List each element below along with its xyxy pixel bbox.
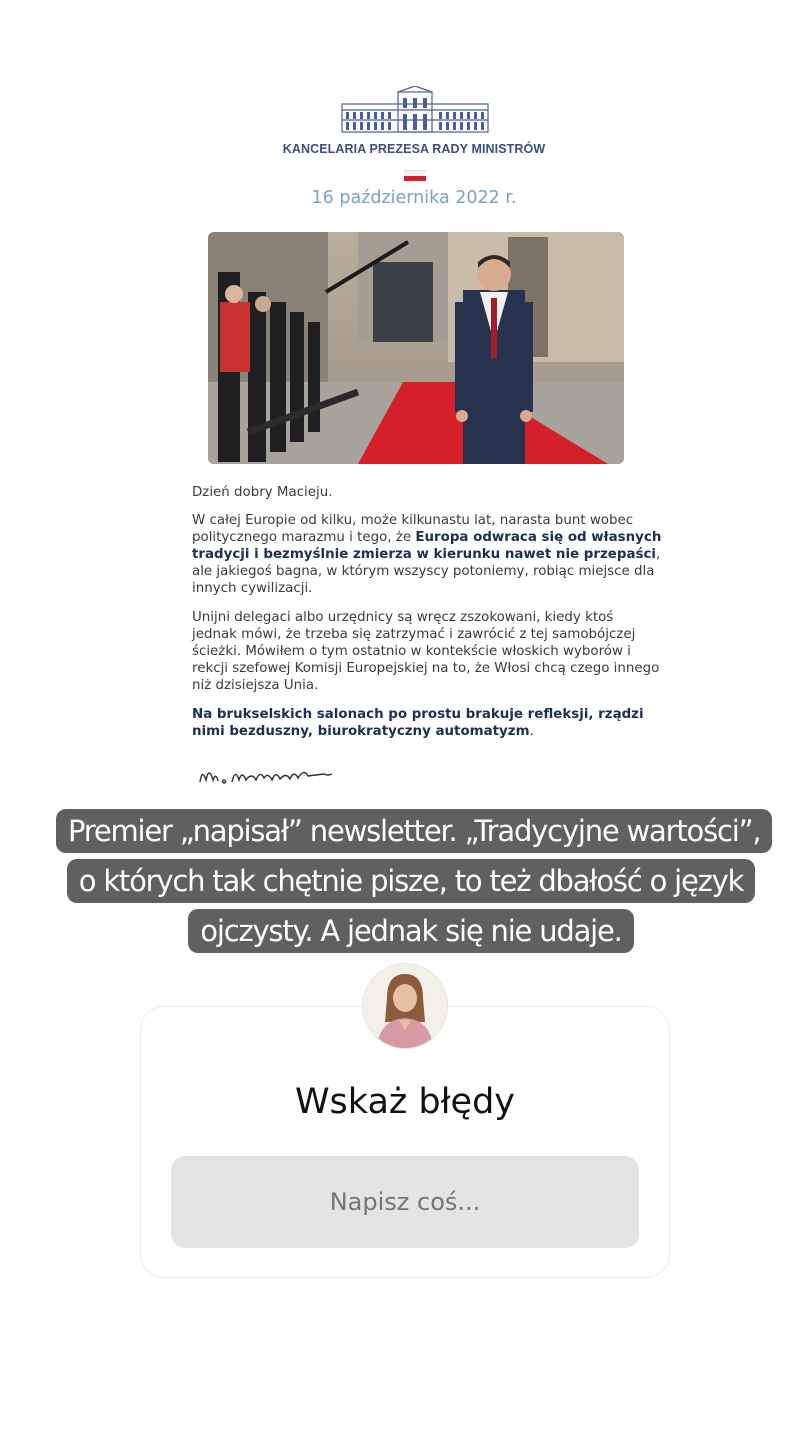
newsletter-photo: [208, 232, 624, 464]
question-text: Wskaż błędy: [294, 1082, 516, 1122]
newsletter-date: 16 października 2022 r.: [311, 188, 517, 208]
red-carpet-photo: [208, 232, 624, 464]
newsletter-body: [192, 484, 662, 752]
paragraph-1-bold: Europa odwraca się od własnych tradycji i bezmyślnie zmierza w kierunku nawet nie przepaści: [192, 530, 662, 562]
avatar: [362, 963, 448, 1049]
paragraph-2: Unijni delegaci albo urzędnicy są wręcz zszokowani, kiedy ktoś jednak mówi, że trzeba się zatrzymać i zawrócić z tej samobójczej ścieżki. Mówiłem o tym ostatnio w kontekście włoskich wyborów i rekcji szefowej Komisji Europejskiej na to, że Włosi chcą czego innego niż dzisiejsza Unia.: [192, 610, 660, 693]
paragraph-1: W całej Europie od kilku, może kilkunastu lat, narasta bunt wobec politycznego marazmu i tego, że Europa odwraca się od własnych tradycji i bezmyślnie zmierza w kierunku nawet nie przepaści, ale jakiegoś bagna, w którym wszyscy potoniemy, robiąc miejsce dla innych cywilizacji.: [192, 513, 662, 596]
answer-input[interactable]: [171, 1156, 639, 1248]
story-caption: Premier „napisał” newsletter. „Tradycyjne wartości”, o których tak chętnie pisze, to też dbałość o język ojczysty. A jednak się nie udaje.: [56, 806, 766, 956]
organization-name: KANCELARIA PREZESA RADY MINISTRÓW: [282, 142, 546, 156]
chancellery-building-icon: [340, 86, 490, 136]
newsletter-screenshot: [108, 72, 720, 807]
polish-flag-icon: [404, 170, 426, 180]
profile-photo: [363, 964, 447, 1048]
handwritten-signature: [194, 762, 344, 788]
greeting: Dzień dobry Macieju.: [192, 485, 333, 500]
paragraph-3: Na brukselskich salonach po prostu brakuje refleksji, rządzi nimi bezduszny, biurokratyczny automatyzm.: [192, 707, 644, 739]
paragraph-3-bold: Na brukselskich salonach po prostu brakuje refleksji, rządzi nimi bezduszny, biurokratyczny automatyzm: [192, 707, 644, 739]
